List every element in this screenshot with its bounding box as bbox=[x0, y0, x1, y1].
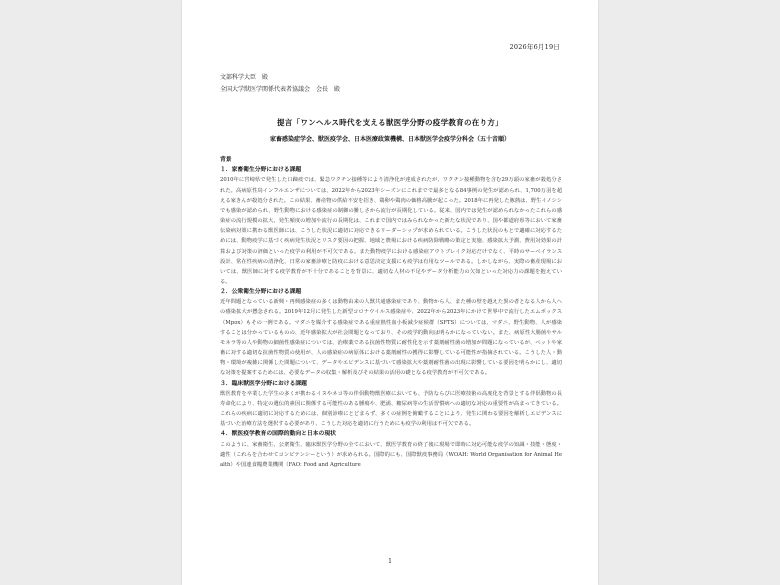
section-heading: １．家畜衛生分野における課題 bbox=[220, 167, 302, 174]
section-heading: ２．公衆衛生分野における課題 bbox=[220, 289, 302, 296]
document-page bbox=[182, 0, 598, 585]
addressee-minister: 文部科学大臣 殿 bbox=[220, 74, 269, 81]
addressee-council: 全国大学獣医学関係代表者協議会 会長 殿 bbox=[220, 86, 341, 93]
section-text: 獣医教育を卒業した学生の多くが携わるイヌやネコ等の伴侶動物獣医療においても、予防ならびに医療技術の高度化を背景とする伴侶動物の長寿命化により、特定の遺伝的素因に関係する可能性のある腫瘍や、肥満、糖尿病等の生活習慣病への適切な対応の重要性が高まってきている。これらの疾病に適切に対応するためには、個別診療にとどまらず、多くの症例を俯瞰することにより、発生に関わる要因を解析しエビデンスに基づいた治療方法を選択する必要があり、こうした対応を適切に行うためにも疫学の利用は不可欠である。 bbox=[220, 390, 562, 428]
section-heading: ４．獣医疫学教育の国際的動向と日本の現状 bbox=[220, 431, 336, 438]
document-date: 2026年6月19日 bbox=[509, 43, 560, 51]
document-body bbox=[220, 155, 562, 470]
section-text: 近年問題となっている新興・再興感染症の多くは動物由来の人獣共通感染症であり、動物から人、また種の壁を越えた異の者となる人から人への感染拡大が懸念される。2019年12月に発生した新型コロナウイルス感染症や、2022年から2023年にかけて世界中で流行したエムポックス（Mpox）もその一例である。マダニを媒介する感染症である重症熱性血小板減少症候群（SFTS）については、マダニ、野生動物、人が感染することは分かっているものの、近年感染拡大が社会問題となっており、その疫学的動向は明らかになっていない。また、病原性大腸菌やサルモネラ等の人や動物の細菌性感染症については、治療薬である抗菌性物質に耐性化を示す薬剤耐性菌の増加が問題になっているが、ペットや家畜に対する適切な抗菌性物質の使用が、人の感染症の病原体における薬剤耐性の獲得に影響している可能性が指摘されている。こうした人・動物・環境が複雑に関係した問題について、データやエビデンスに基づいて感染拡大や薬剤耐性菌の出現に影響している要因を明らかにし、適切な対策を提案するためには、必要なデータの収集・解析及びその結果の活用の礎となる疫学教育が不可欠である。 bbox=[220, 299, 562, 377]
section-heading: ３．臨床獣医学分野における課題 bbox=[220, 380, 307, 387]
page-number: 1 bbox=[388, 558, 392, 565]
background-heading: 背景 bbox=[220, 157, 232, 163]
section-text: 2010年に宮崎県で発生した口蹄疫では、緊急ワクチン接種等により清浄化が達成されたが、ワクチン接種動物を含む29万頭の家畜が殺処分された。高病原性鳥インフルエンザについては、2022年から2023年シーズンにこれまでで最多となる84事例の発生が認められ、1,700万羽を超える家きんが殺処分された。この結果、畜産物の供給不安を招き、鶏卵や鶏肉の価格高騰が起こった。2018年に再発した豚熱は、野生イノシシでも感染が認められ、野生動物における感染症の制御の難しさから流行が長期化している。従来、国内では発生が認められなかったこれらの感染症の流行規模の拡大、発生頻度の増加や流行の長期化は、これまで国内ではみられなかった新たな状況であり、国や都道府県等において家畜伝染病対策に携わる獣医師には、こうした状況に適切に対応できるリーダーシップが求められている。こうした状況のもとで適確に対応するためには、動物疫学に基づく疾病発生状況とリスク要因の把握、地域と農場における疾病防除戦略の策定と実施、感染拡大予測、費用対効果の計算および対策の評価といった疫学の利用が不可欠である。また動物疫学における感染症アウトブレイク対応だけでなく、平時のサーベイランス設計、常在性疾病の清浄化、日常の家畜診療と防疫における意思決定支援にも疫学は有用なツールである。しかしながら、実際の畜産現場においては、獣医師に対する疫学教育が不十分であることを背景に、適切な人材の不足やデータ分析能力の欠如といった対応力の課題を抱えている。 bbox=[220, 177, 562, 285]
document-authors: 家畜感染症学会、獣医疫学会、日本医療政策機構、日本獣医学会疫学分科会（五十音順） bbox=[269, 136, 510, 143]
section-text: このように、家畜衛生、公衆衛生、臨床獣医学分野の全てにおいて、獣医学教育の終了後に現場で即時に対応可能な疫学の知識・技能・態度・適性（これらを合わせてコンピテンシーという）が求められる。国際的にも、国際獣疫事務局（WOAH: World Organisation for Animal Health）や国連食糧農業機関（FAO: Food and Agriculture bbox=[220, 441, 562, 468]
document-title: 提言「ワンヘルス時代を支える獣医学分野の疫学教育の在り方」 bbox=[277, 118, 503, 127]
